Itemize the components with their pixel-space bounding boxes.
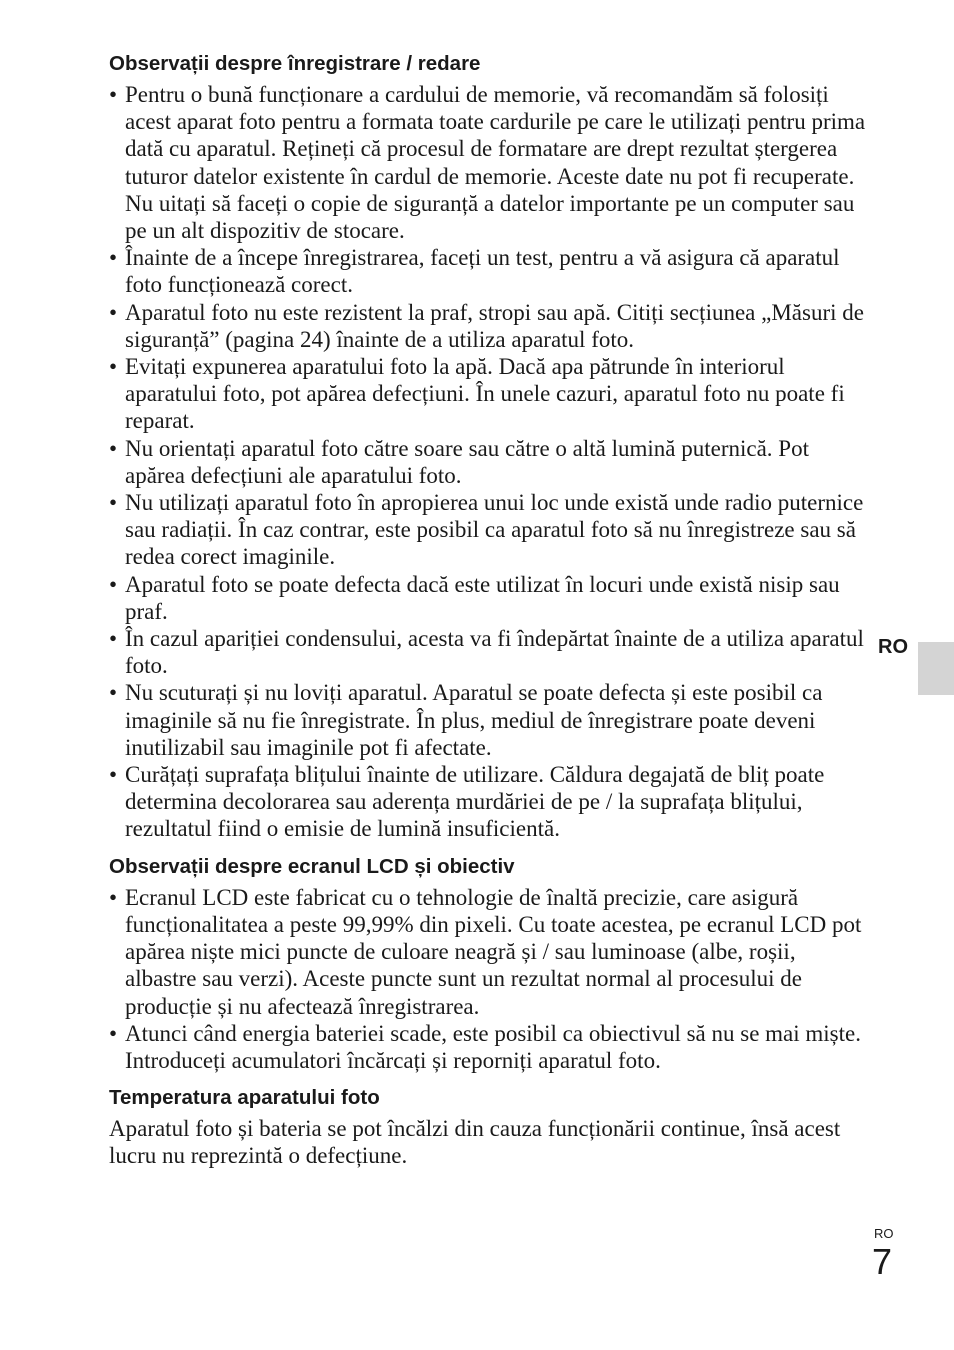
list-item: • Atunci când energia bateriei scade, este posibil ca obiectivul să nu se mai miște. Introduceți acumulatori încărcați și reporniți aparatul foto.: [109, 1020, 869, 1074]
section-heading: Temperatura aparatului foto: [109, 1086, 380, 1110]
section-recording-playback: [109, 50, 869, 843]
list-item: • Pentru o bună funcționare a cardului de memorie, vă recomandăm să folosiți acest aparat foto pentru a formata toate cardurile pe care le utilizați pentru prima dată cu aparatul. Rețineți că procesul de formatare are drept rezultat ștergerea tuturor datelor existente în cardul de memorie. Aceste date nu pot fi recuperate. Nu uitați să faceți o copie de siguranță a datelor importante pe un computer sau pe un alt dispozitiv de stocare.: [109, 81, 869, 244]
paragraph: Aparatul foto și bateria se pot încălzi din cauza funcționării continue, însă acest lucru nu reprezintă o defecțiune.: [109, 1116, 841, 1169]
section-camera-temperature: [109, 1084, 869, 1169]
section-heading: Observații despre ecranul LCD și obiectiv: [109, 854, 515, 878]
section-lcd-lens: [109, 853, 869, 1074]
bullet-list: [109, 884, 869, 1074]
language-tab-label: RO: [878, 636, 908, 658]
list-item: • Aparatul foto nu este rezistent la praf, stropi sau apă. Citiți secțiunea „Măsuri de siguranță” (pagina 24) înainte de a utiliza aparatul foto.: [109, 299, 869, 353]
list-item: • Nu utilizați aparatul foto în apropierea unui loc unde există unde radio puternice sau radiații. În caz contrar, este posibil ca aparatul foto să nu înregistreze sau să redea corect imaginile.: [109, 489, 869, 571]
bullet-list: [109, 81, 869, 843]
list-item: • Curățați suprafața blițului înainte de utilizare. Căldura degajată de bliț poate determina decolorarea sau aderența murdăriei de pe / la suprafața blițului, rezultatul fiind o emisie de lumină insuficientă.: [109, 761, 869, 843]
list-item: • Înainte de a începe înregistrarea, faceți un test, pentru a vă asigura că aparatul foto funcționează corect.: [109, 244, 869, 298]
section-heading: Observații despre înregistrare / redare: [109, 52, 481, 75]
list-item: • Nu orientați aparatul foto către soare sau către o altă lumină puternică. Pot apărea defecțiuni ale aparatului foto.: [109, 435, 869, 489]
page-content: [109, 50, 869, 1180]
list-item: • Aparatul foto se poate defecta dacă este utilizat în locuri unde există nisip sau praf.: [109, 571, 869, 625]
list-item: • Evitați expunerea aparatului foto la apă. Dacă apa pătrunde în interiorul aparatului foto, pot apărea defecțiuni. În unele cazuri, aparatul foto nu poate fi reparat.: [109, 353, 869, 435]
language-tab: [918, 642, 954, 695]
list-item: • În cazul apariției condensului, acesta va fi îndepărtat înainte de a utiliza aparatul foto.: [109, 625, 869, 679]
list-item: • Nu scuturați și nu loviți aparatul. Aparatul se poate defecta și este posibil ca imaginile să nu fie înregistrate. În plus, mediul de înregistrare poate deveni inutilizabil sau imaginile pot fi afectate.: [109, 679, 869, 761]
list-item: • Ecranul LCD este fabricat cu o tehnologie de înaltă precizie, care asigură funcționalitatea a peste 99,99% din pixeli. Cu toate acestea, pe ecranul LCD pot apărea niște mici puncte de culoare neagră și / sau luminoase (albe, roșii, albastre sau verzi). Aceste puncte sunt un rezultat normal al procesului de producție și nu afectează înregistrarea.: [109, 884, 869, 1020]
page-number: 7: [872, 1241, 893, 1282]
footer-language-code: RO: [874, 1226, 894, 1241]
